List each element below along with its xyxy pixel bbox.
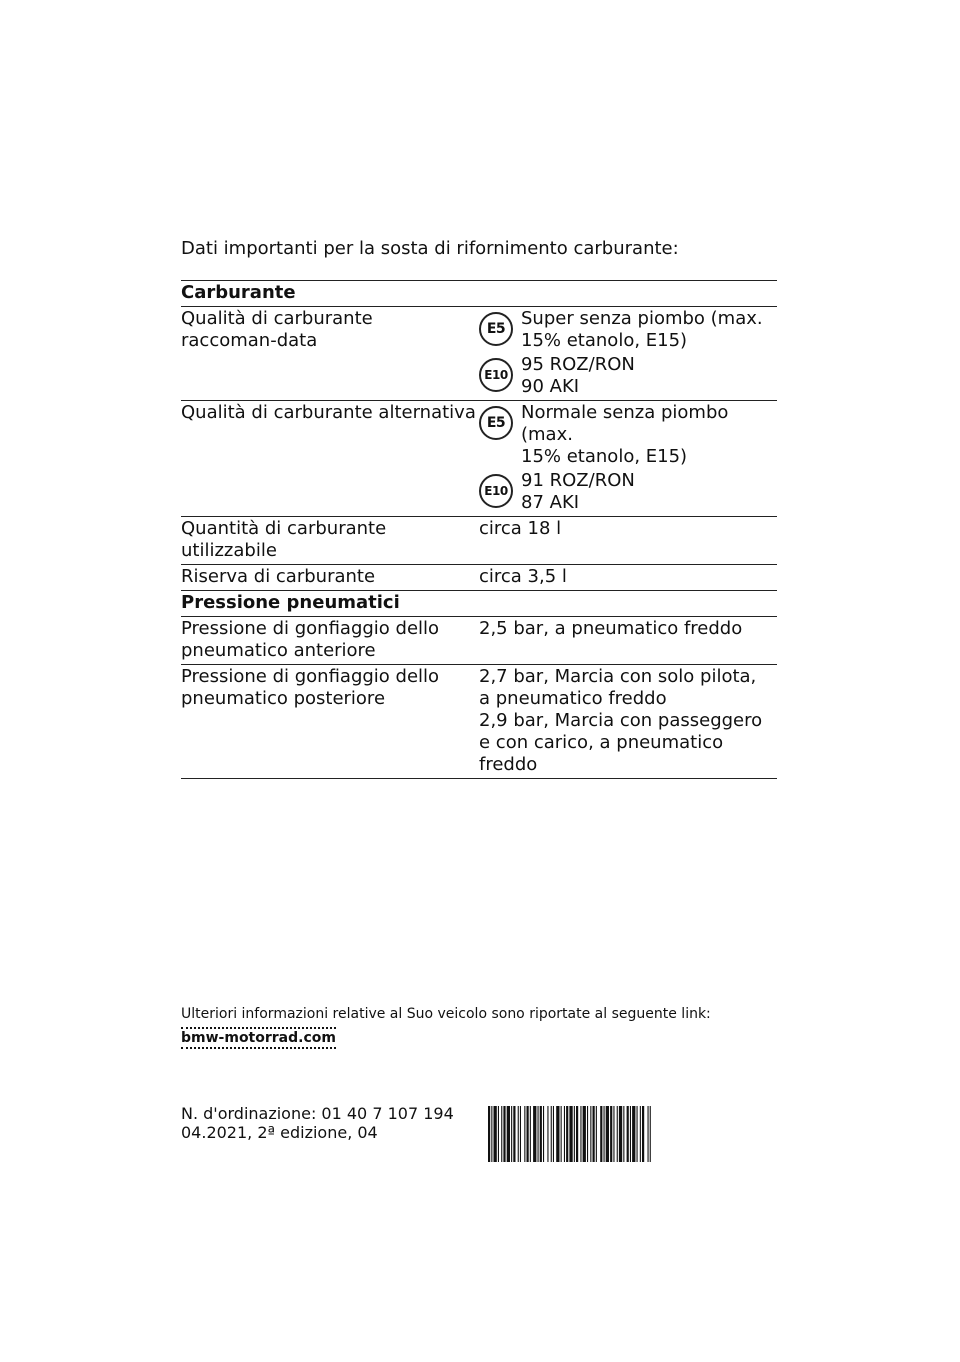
barcode-bar <box>553 1106 554 1162</box>
e10-fuel-icon: E10 <box>479 474 513 508</box>
barcode-bar <box>640 1106 641 1162</box>
barcode-bar <box>524 1106 525 1162</box>
row-label-front <box>181 617 479 665</box>
barcode-bar <box>583 1106 586 1162</box>
row-label-alternative: Qualità di carburante alternativa <box>181 401 479 517</box>
barcode-bar <box>491 1106 492 1162</box>
website-link[interactable]: bmw-motorrad.com <box>181 1027 336 1049</box>
row-value-recommended <box>479 307 777 401</box>
table-row-reserve <box>181 565 777 591</box>
barcode-bar <box>543 1106 544 1162</box>
barcode-bar <box>580 1106 581 1162</box>
barcode-bar <box>547 1106 548 1162</box>
barcode-bar <box>540 1106 542 1162</box>
barcode-bar <box>501 1106 502 1162</box>
barcode-bar <box>527 1106 529 1162</box>
barcode-bar <box>538 1106 539 1162</box>
barcode-bar <box>530 1106 531 1162</box>
front-label-text: Pressione di gonfiaggio dello pneumatico anteriore <box>181 618 440 661</box>
barcode-bar <box>520 1106 521 1162</box>
edition-info: 04.2021, 2ª edizione, 04 <box>181 1123 378 1142</box>
barcode-bar <box>630 1106 631 1162</box>
rear-label-text: Pressione di gonfiaggio dello pneumatico posteriore <box>181 666 440 709</box>
row-value-front <box>479 617 777 665</box>
barcode-bar <box>613 1106 614 1162</box>
rear-value-2: 2,9 bar, Marcia con passeggero e con carico, a pneumatico freddo <box>479 710 763 775</box>
barcode-bar <box>632 1106 635 1162</box>
row-label-usable: Quantità di carburante utilizzabile <box>181 517 479 565</box>
barcode-bar <box>569 1106 572 1162</box>
row-value-reserve: circa 3,5 l <box>479 565 777 591</box>
barcode-bar <box>518 1106 519 1162</box>
barcode-bar <box>593 1106 595 1162</box>
section-row-tyre <box>181 591 777 617</box>
barcode-bar <box>600 1106 602 1162</box>
barcode-bar <box>503 1106 505 1162</box>
row-value-rear <box>479 665 777 779</box>
alternative-line2: 15% etanolo, E15) <box>521 446 688 467</box>
barcode-bar <box>596 1106 597 1162</box>
footer-info-text: Ulteriori informazioni relative al Suo veicolo sono riportate al seguente link: <box>181 1006 711 1022</box>
barcode-bar <box>494 1106 497 1162</box>
section-row-fuel <box>181 281 777 307</box>
barcode-bar <box>488 1106 490 1162</box>
table-row-alternative <box>181 401 777 517</box>
row-label-recommended <box>181 307 479 401</box>
recommended-line3: 95 ROZ/RON <box>521 354 635 375</box>
intro-text: Dati importanti per la sosta di rifornimento carburante: <box>181 238 679 259</box>
barcode-bar <box>627 1106 629 1162</box>
barcode-bar <box>637 1106 638 1162</box>
recommended-label-text: Qualità di carburante raccoman-data <box>181 308 373 351</box>
e5-fuel-icon: E5 <box>479 312 513 346</box>
barcode-bar <box>650 1106 651 1162</box>
barcode-bar <box>533 1106 536 1162</box>
barcode-bar <box>551 1106 552 1162</box>
alternative-line4: 87 AKI <box>521 492 580 513</box>
e5-fuel-icon: E5 <box>479 406 513 440</box>
row-value-alternative <box>479 401 777 517</box>
front-value-text: 2,5 bar, a pneumatico freddo <box>479 618 743 639</box>
barcode-bar <box>576 1106 578 1162</box>
barcode-bar <box>590 1106 591 1162</box>
barcode-bar <box>566 1106 568 1162</box>
alternative-line1: Normale senza piombo (max. <box>521 402 729 445</box>
section-title-fuel: Carburante <box>181 281 777 307</box>
rear-value-1: 2,7 bar, Marcia con solo pilota, a pneumatico freddo <box>479 666 757 709</box>
barcode-bar <box>574 1106 575 1162</box>
row-label-reserve: Riserva di carburante <box>181 565 479 591</box>
barcode-bar <box>642 1106 644 1162</box>
recommended-line1: Super senza piombo (max. <box>521 308 763 329</box>
row-value-usable: circa 18 l <box>479 517 777 565</box>
barcode-bar <box>606 1106 609 1162</box>
barcode-bar <box>610 1106 612 1162</box>
row-label-rear <box>181 665 479 779</box>
barcode-bar <box>617 1106 618 1162</box>
recommended-line4: 90 AKI <box>521 376 580 397</box>
barcode-bar <box>623 1106 624 1162</box>
order-info <box>181 1104 454 1142</box>
table-row-usable <box>181 517 777 565</box>
barcode-bar <box>556 1106 559 1162</box>
e10-fuel-icon: E10 <box>479 358 513 392</box>
recommended-line2: 15% etanolo, E15) <box>521 330 688 351</box>
table-row-recommended <box>181 307 777 401</box>
table-row-front <box>181 617 777 665</box>
fuel-data-table <box>181 280 777 779</box>
barcode-bar <box>619 1106 622 1162</box>
barcode-bar <box>511 1106 512 1162</box>
barcode-bar <box>561 1106 562 1162</box>
barcode-bar <box>507 1106 510 1162</box>
section-title-tyre: Pressione pneumatici <box>181 591 777 617</box>
barcode-bar <box>604 1106 605 1162</box>
barcode-bar <box>587 1106 588 1162</box>
barcode-bar <box>564 1106 565 1162</box>
table-row-rear <box>181 665 777 779</box>
barcode-bar <box>513 1106 515 1162</box>
alternative-line3: 91 ROZ/RON <box>521 470 635 491</box>
barcode-image <box>486 1106 778 1162</box>
order-number: N. d'ordinazione: 01 40 7 107 194 <box>181 1104 454 1123</box>
barcode-bar <box>498 1106 499 1162</box>
barcode-bar <box>648 1106 649 1162</box>
